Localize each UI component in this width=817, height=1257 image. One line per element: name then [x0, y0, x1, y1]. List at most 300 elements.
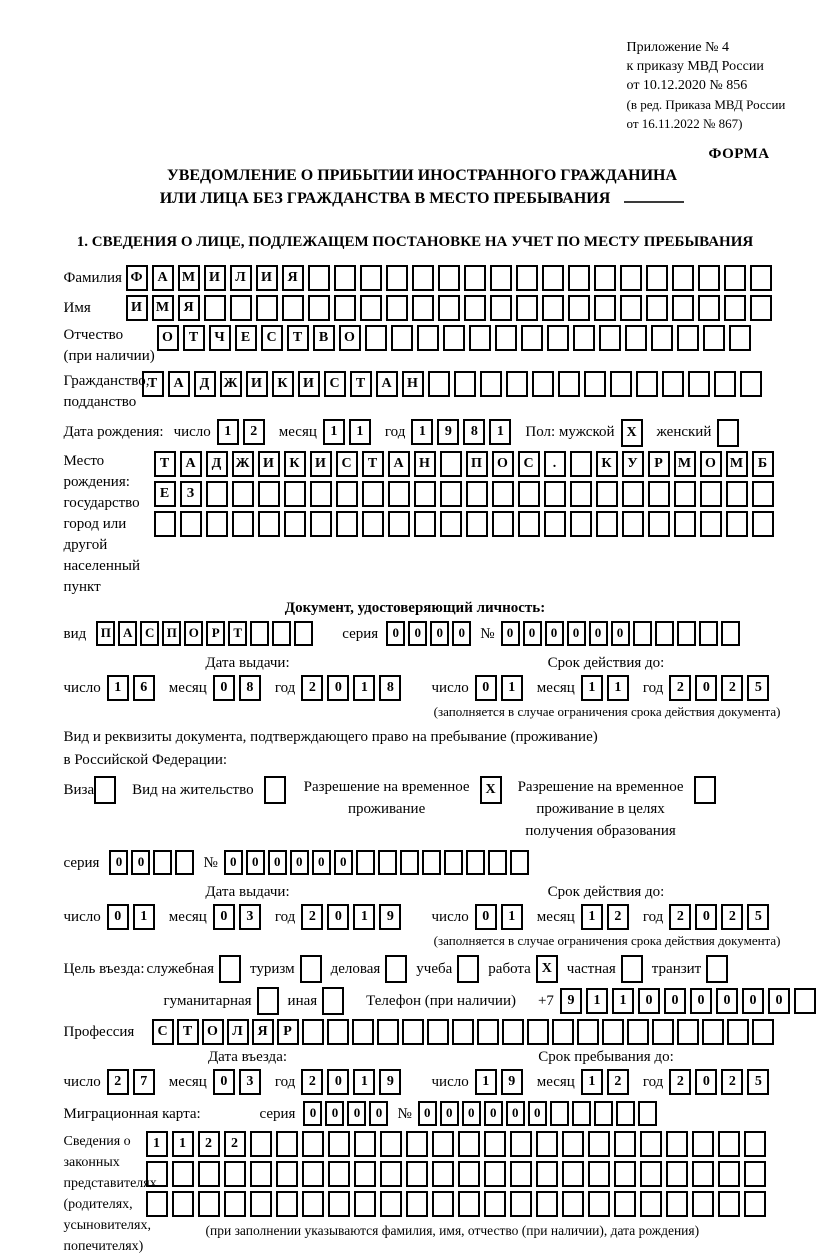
char-cell[interactable]	[406, 1191, 428, 1217]
char-cell[interactable]	[352, 1019, 374, 1045]
char-cell[interactable]: 0	[347, 1101, 366, 1126]
char-cell[interactable]	[700, 481, 722, 507]
char-cell[interactable]: 1	[353, 904, 375, 930]
char-cell[interactable]	[146, 1191, 168, 1217]
char-cell[interactable]	[614, 1161, 636, 1187]
char-cell[interactable]: И	[310, 451, 332, 477]
char-cell[interactable]	[362, 511, 384, 537]
char-cell[interactable]: Т	[142, 371, 164, 397]
char-cell[interactable]: 0	[528, 1101, 547, 1126]
char-cell[interactable]: А	[118, 621, 137, 646]
char-cell[interactable]	[302, 1191, 324, 1217]
char-cell[interactable]	[752, 511, 774, 537]
char-cell[interactable]: С	[152, 1019, 174, 1045]
char-cell[interactable]	[652, 1019, 674, 1045]
char-cell[interactable]	[726, 511, 748, 537]
char-cell[interactable]: 8	[463, 419, 485, 445]
char-cell[interactable]: Л	[227, 1019, 249, 1045]
char-cell[interactable]: У	[622, 451, 644, 477]
char-cell[interactable]: 1	[107, 675, 129, 701]
char-cell[interactable]	[620, 265, 642, 291]
char-cell[interactable]: 2	[243, 419, 265, 445]
char-cell[interactable]	[646, 295, 668, 321]
char-cell[interactable]: О	[202, 1019, 224, 1045]
char-cell[interactable]	[614, 1131, 636, 1157]
char-cell[interactable]	[198, 1161, 220, 1187]
char-cell[interactable]	[562, 1131, 584, 1157]
char-cell[interactable]	[596, 481, 618, 507]
char-cell[interactable]	[94, 776, 116, 804]
char-cell[interactable]	[594, 265, 616, 291]
char-cell[interactable]	[198, 1191, 220, 1217]
char-cell[interactable]	[492, 511, 514, 537]
char-cell[interactable]	[636, 371, 658, 397]
char-cell[interactable]	[726, 481, 748, 507]
char-cell[interactable]: 3	[239, 904, 261, 930]
char-cell[interactable]	[282, 295, 304, 321]
char-cell[interactable]: О	[492, 451, 514, 477]
char-cell[interactable]	[230, 295, 252, 321]
char-cell[interactable]: А	[168, 371, 190, 397]
char-cell[interactable]	[443, 325, 465, 351]
char-cell[interactable]: П	[96, 621, 115, 646]
char-cell[interactable]	[484, 1191, 506, 1217]
char-cell[interactable]: 2	[721, 675, 743, 701]
char-cell[interactable]: Т	[183, 325, 205, 351]
char-cell[interactable]	[640, 1131, 662, 1157]
char-cell[interactable]	[692, 1191, 714, 1217]
char-cell[interactable]: 0	[545, 621, 564, 646]
char-cell[interactable]: А	[376, 371, 398, 397]
char-cell[interactable]	[400, 850, 419, 875]
char-cell[interactable]: 0	[475, 675, 497, 701]
char-cell[interactable]	[232, 481, 254, 507]
char-cell[interactable]: 0	[334, 850, 353, 875]
char-cell[interactable]	[172, 1191, 194, 1217]
char-cell[interactable]: 0	[325, 1101, 344, 1126]
char-cell[interactable]: 2	[721, 904, 743, 930]
char-cell[interactable]: 1	[501, 904, 523, 930]
char-cell[interactable]	[646, 265, 668, 291]
char-cell[interactable]: И	[204, 265, 226, 291]
char-cell[interactable]	[250, 1191, 272, 1217]
char-cell[interactable]	[440, 511, 462, 537]
char-cell[interactable]: О	[339, 325, 361, 351]
char-cell[interactable]: О	[157, 325, 179, 351]
char-cell[interactable]	[250, 1131, 272, 1157]
char-cell[interactable]	[484, 1131, 506, 1157]
char-cell[interactable]	[577, 1019, 599, 1045]
char-cell[interactable]: С	[336, 451, 358, 477]
char-cell[interactable]	[427, 1019, 449, 1045]
char-cell[interactable]	[438, 295, 460, 321]
char-cell[interactable]	[469, 325, 491, 351]
char-cell[interactable]	[516, 295, 538, 321]
char-cell[interactable]	[614, 1191, 636, 1217]
char-cell[interactable]: 0	[213, 675, 235, 701]
char-cell[interactable]	[422, 850, 441, 875]
char-cell[interactable]: 0	[303, 1101, 322, 1126]
char-cell[interactable]: 0	[690, 988, 712, 1014]
char-cell[interactable]	[432, 1191, 454, 1217]
char-cell[interactable]	[727, 1019, 749, 1045]
char-cell[interactable]	[219, 955, 241, 983]
char-cell[interactable]: 2	[669, 675, 691, 701]
char-cell[interactable]: М	[674, 451, 696, 477]
char-cell[interactable]: И	[298, 371, 320, 397]
char-cell[interactable]	[310, 511, 332, 537]
char-cell[interactable]: 0	[418, 1101, 437, 1126]
char-cell[interactable]	[378, 850, 397, 875]
char-cell[interactable]: Н	[402, 371, 424, 397]
char-cell[interactable]	[677, 325, 699, 351]
char-cell[interactable]	[454, 371, 476, 397]
char-cell[interactable]	[432, 1161, 454, 1187]
char-cell[interactable]	[570, 511, 592, 537]
char-cell[interactable]	[714, 371, 736, 397]
char-cell[interactable]	[744, 1131, 766, 1157]
char-cell[interactable]	[588, 1131, 610, 1157]
char-cell[interactable]	[640, 1191, 662, 1217]
char-cell[interactable]: 0	[246, 850, 265, 875]
char-cell[interactable]	[354, 1161, 376, 1187]
char-cell[interactable]	[527, 1019, 549, 1045]
char-cell[interactable]: Т	[154, 451, 176, 477]
char-cell[interactable]: 9	[379, 904, 401, 930]
char-cell[interactable]	[518, 511, 540, 537]
char-cell[interactable]	[502, 1019, 524, 1045]
char-cell[interactable]: 0	[386, 621, 405, 646]
char-cell[interactable]	[640, 1161, 662, 1187]
char-cell[interactable]	[310, 481, 332, 507]
char-cell[interactable]	[276, 1161, 298, 1187]
char-cell[interactable]	[224, 1161, 246, 1187]
char-cell[interactable]: И	[256, 265, 278, 291]
char-cell[interactable]: К	[272, 371, 294, 397]
char-cell[interactable]	[542, 295, 564, 321]
char-cell[interactable]	[521, 325, 543, 351]
char-cell[interactable]	[638, 1101, 657, 1126]
char-cell[interactable]: А	[152, 265, 174, 291]
char-cell[interactable]	[703, 325, 725, 351]
char-cell[interactable]	[414, 511, 436, 537]
char-cell[interactable]	[336, 511, 358, 537]
char-cell[interactable]	[596, 511, 618, 537]
char-cell[interactable]: 1	[411, 419, 433, 445]
char-cell[interactable]	[510, 1191, 532, 1217]
char-cell[interactable]	[752, 481, 774, 507]
char-cell[interactable]: 1	[146, 1131, 168, 1157]
char-cell[interactable]	[466, 511, 488, 537]
char-cell[interactable]: Р	[648, 451, 670, 477]
char-cell[interactable]	[724, 265, 746, 291]
char-cell[interactable]: 0	[695, 675, 717, 701]
char-cell[interactable]	[550, 1101, 569, 1126]
char-cell[interactable]	[750, 265, 772, 291]
char-cell[interactable]	[536, 1161, 558, 1187]
char-cell[interactable]	[492, 481, 514, 507]
char-cell[interactable]	[385, 955, 407, 983]
char-cell[interactable]	[334, 265, 356, 291]
char-cell[interactable]: 0	[506, 1101, 525, 1126]
char-cell[interactable]	[276, 1191, 298, 1217]
char-cell[interactable]	[458, 1161, 480, 1187]
char-cell[interactable]: 2	[669, 904, 691, 930]
char-cell[interactable]	[224, 1191, 246, 1217]
char-cell[interactable]	[750, 295, 772, 321]
char-cell[interactable]: 1	[349, 419, 371, 445]
char-cell[interactable]	[406, 1161, 428, 1187]
char-cell[interactable]	[412, 265, 434, 291]
char-cell[interactable]	[562, 1161, 584, 1187]
char-cell[interactable]: 1	[489, 419, 511, 445]
char-cell[interactable]: 6	[133, 675, 155, 701]
char-cell[interactable]	[688, 371, 710, 397]
char-cell[interactable]	[672, 265, 694, 291]
char-cell[interactable]	[276, 1131, 298, 1157]
char-cell[interactable]	[380, 1131, 402, 1157]
char-cell[interactable]	[568, 265, 590, 291]
char-cell[interactable]: 0	[567, 621, 586, 646]
char-cell[interactable]	[328, 1161, 350, 1187]
char-cell[interactable]: К	[284, 451, 306, 477]
char-cell[interactable]: 1	[353, 675, 375, 701]
char-cell[interactable]: В	[313, 325, 335, 351]
char-cell[interactable]: С	[140, 621, 159, 646]
char-cell[interactable]: И	[258, 451, 280, 477]
char-cell[interactable]: Ж	[220, 371, 242, 397]
char-cell[interactable]	[677, 1019, 699, 1045]
char-cell[interactable]: Т	[350, 371, 372, 397]
char-cell[interactable]	[452, 1019, 474, 1045]
char-cell[interactable]	[558, 371, 580, 397]
char-cell[interactable]: 0	[768, 988, 790, 1014]
char-cell[interactable]	[360, 265, 382, 291]
char-cell[interactable]	[602, 1019, 624, 1045]
char-cell[interactable]: 2	[198, 1131, 220, 1157]
char-cell[interactable]: 1	[501, 675, 523, 701]
char-cell[interactable]: Д	[194, 371, 216, 397]
char-cell[interactable]: 0	[440, 1101, 459, 1126]
char-cell[interactable]	[718, 1161, 740, 1187]
char-cell[interactable]: 0	[430, 621, 449, 646]
char-cell[interactable]	[334, 295, 356, 321]
char-cell[interactable]	[700, 511, 722, 537]
char-cell[interactable]	[622, 481, 644, 507]
char-cell[interactable]	[386, 295, 408, 321]
char-cell[interactable]: 9	[379, 1069, 401, 1095]
char-cell[interactable]	[380, 1191, 402, 1217]
char-cell[interactable]	[518, 481, 540, 507]
char-cell[interactable]: И	[126, 295, 148, 321]
char-cell[interactable]: X	[621, 419, 643, 447]
char-cell[interactable]	[386, 265, 408, 291]
char-cell[interactable]	[466, 481, 488, 507]
char-cell[interactable]: 0	[327, 904, 349, 930]
char-cell[interactable]: 2	[669, 1069, 691, 1095]
char-cell[interactable]: 1	[607, 675, 629, 701]
char-cell[interactable]	[648, 481, 670, 507]
char-cell[interactable]: 1	[581, 904, 603, 930]
char-cell[interactable]: 7	[133, 1069, 155, 1095]
char-cell[interactable]	[544, 511, 566, 537]
char-cell[interactable]	[621, 955, 643, 983]
char-cell[interactable]: 0	[742, 988, 764, 1014]
char-cell[interactable]: Б	[752, 451, 774, 477]
char-cell[interactable]: 1	[475, 1069, 497, 1095]
char-cell[interactable]: 9	[501, 1069, 523, 1095]
char-cell[interactable]	[327, 1019, 349, 1045]
char-cell[interactable]: Т	[228, 621, 247, 646]
char-cell[interactable]: Я	[178, 295, 200, 321]
char-cell[interactable]: 2	[721, 1069, 743, 1095]
char-cell[interactable]: О	[184, 621, 203, 646]
char-cell[interactable]	[488, 850, 507, 875]
char-cell[interactable]	[698, 295, 720, 321]
char-cell[interactable]: 9	[437, 419, 459, 445]
char-cell[interactable]: Е	[235, 325, 257, 351]
char-cell[interactable]	[300, 955, 322, 983]
char-cell[interactable]: А	[388, 451, 410, 477]
char-cell[interactable]: Ж	[232, 451, 254, 477]
char-cell[interactable]	[674, 481, 696, 507]
char-cell[interactable]	[232, 511, 254, 537]
char-cell[interactable]	[294, 621, 313, 646]
char-cell[interactable]	[651, 325, 673, 351]
char-cell[interactable]	[616, 1101, 635, 1126]
char-cell[interactable]: 3	[239, 1069, 261, 1095]
char-cell[interactable]: С	[518, 451, 540, 477]
char-cell[interactable]	[627, 1019, 649, 1045]
char-cell[interactable]	[625, 325, 647, 351]
char-cell[interactable]	[572, 1101, 591, 1126]
char-cell[interactable]	[570, 481, 592, 507]
char-cell[interactable]	[490, 265, 512, 291]
char-cell[interactable]	[391, 325, 413, 351]
char-cell[interactable]: 1	[581, 1069, 603, 1095]
char-cell[interactable]	[620, 295, 642, 321]
char-cell[interactable]	[440, 481, 462, 507]
char-cell[interactable]: 0	[268, 850, 287, 875]
char-cell[interactable]	[706, 955, 728, 983]
char-cell[interactable]	[308, 265, 330, 291]
char-cell[interactable]: П	[466, 451, 488, 477]
char-cell[interactable]	[438, 265, 460, 291]
char-cell[interactable]	[406, 1131, 428, 1157]
char-cell[interactable]: 2	[607, 1069, 629, 1095]
char-cell[interactable]	[206, 511, 228, 537]
char-cell[interactable]	[484, 1161, 506, 1187]
char-cell[interactable]: 0	[523, 621, 542, 646]
char-cell[interactable]	[146, 1161, 168, 1187]
char-cell[interactable]: Р	[206, 621, 225, 646]
char-cell[interactable]: 0	[408, 621, 427, 646]
char-cell[interactable]: 0	[224, 850, 243, 875]
char-cell[interactable]: И	[246, 371, 268, 397]
char-cell[interactable]	[414, 481, 436, 507]
char-cell[interactable]	[744, 1161, 766, 1187]
char-cell[interactable]	[302, 1161, 324, 1187]
char-cell[interactable]: 8	[379, 675, 401, 701]
char-cell[interactable]	[672, 295, 694, 321]
char-cell[interactable]: 0	[611, 621, 630, 646]
char-cell[interactable]	[258, 511, 280, 537]
char-cell[interactable]: 1	[353, 1069, 375, 1095]
char-cell[interactable]	[322, 987, 344, 1015]
char-cell[interactable]	[562, 1191, 584, 1217]
char-cell[interactable]	[354, 1131, 376, 1157]
char-cell[interactable]: 0	[369, 1101, 388, 1126]
char-cell[interactable]: 0	[452, 621, 471, 646]
char-cell[interactable]: К	[596, 451, 618, 477]
char-cell[interactable]	[204, 295, 226, 321]
char-cell[interactable]: 1	[581, 675, 603, 701]
char-cell[interactable]	[542, 265, 564, 291]
char-cell[interactable]	[536, 1191, 558, 1217]
char-cell[interactable]	[717, 419, 739, 447]
char-cell[interactable]	[365, 325, 387, 351]
char-cell[interactable]: 2	[224, 1131, 246, 1157]
char-cell[interactable]	[377, 1019, 399, 1045]
char-cell[interactable]	[480, 371, 502, 397]
char-cell[interactable]: М	[726, 451, 748, 477]
char-cell[interactable]	[729, 325, 751, 351]
char-cell[interactable]	[256, 295, 278, 321]
char-cell[interactable]	[622, 511, 644, 537]
char-cell[interactable]: 0	[695, 904, 717, 930]
char-cell[interactable]	[648, 511, 670, 537]
char-cell[interactable]: Е	[154, 481, 176, 507]
char-cell[interactable]	[154, 511, 176, 537]
char-cell[interactable]: 2	[301, 675, 323, 701]
char-cell[interactable]	[458, 1131, 480, 1157]
char-cell[interactable]	[702, 1019, 724, 1045]
char-cell[interactable]: 0	[695, 1069, 717, 1095]
char-cell[interactable]	[588, 1161, 610, 1187]
char-cell[interactable]: 0	[589, 621, 608, 646]
char-cell[interactable]: С	[324, 371, 346, 397]
char-cell[interactable]: 5	[747, 675, 769, 701]
char-cell[interactable]: 0	[290, 850, 309, 875]
char-cell[interactable]: 0	[213, 1069, 235, 1095]
char-cell[interactable]	[692, 1131, 714, 1157]
char-cell[interactable]	[794, 988, 816, 1014]
char-cell[interactable]	[740, 371, 762, 397]
char-cell[interactable]: 0	[131, 850, 150, 875]
char-cell[interactable]: 0	[462, 1101, 481, 1126]
char-cell[interactable]	[172, 1161, 194, 1187]
char-cell[interactable]	[336, 481, 358, 507]
char-cell[interactable]	[699, 621, 718, 646]
char-cell[interactable]	[432, 1131, 454, 1157]
char-cell[interactable]	[412, 295, 434, 321]
char-cell[interactable]	[328, 1191, 350, 1217]
char-cell[interactable]	[510, 1131, 532, 1157]
char-cell[interactable]: 2	[301, 904, 323, 930]
char-cell[interactable]	[594, 295, 616, 321]
char-cell[interactable]: X	[480, 776, 502, 804]
char-cell[interactable]	[532, 371, 554, 397]
char-cell[interactable]	[402, 1019, 424, 1045]
char-cell[interactable]	[721, 621, 740, 646]
char-cell[interactable]: 2	[107, 1069, 129, 1095]
char-cell[interactable]	[510, 1161, 532, 1187]
char-cell[interactable]: 5	[747, 904, 769, 930]
char-cell[interactable]	[302, 1131, 324, 1157]
char-cell[interactable]	[153, 850, 172, 875]
char-cell[interactable]	[284, 511, 306, 537]
char-cell[interactable]	[457, 955, 479, 983]
